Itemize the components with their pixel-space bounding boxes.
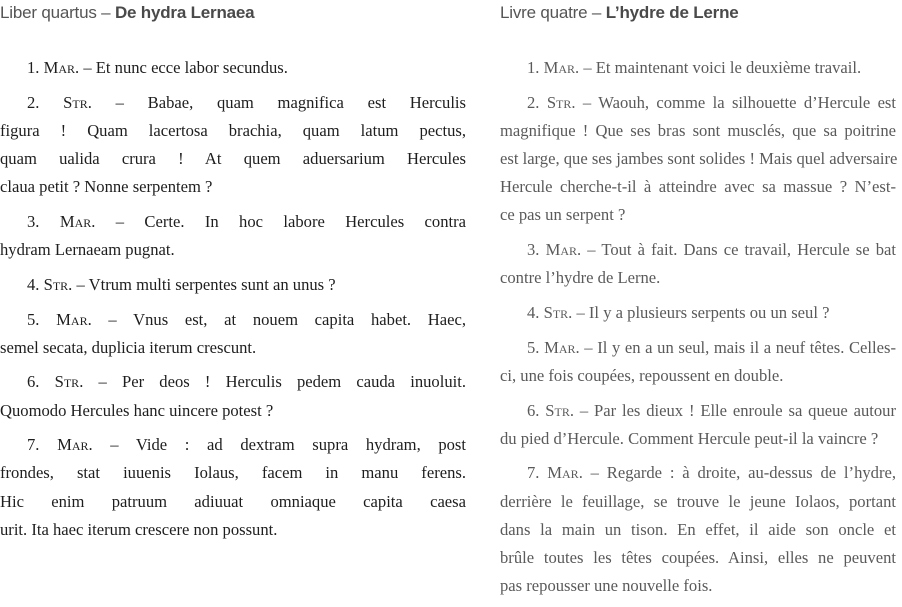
line-text: brûle toutes les têtes coupées. Ainsi, elles ne peuvent [500, 548, 896, 567]
line-text: quam ualida crura ! At quem aduersarium Hercules [0, 149, 466, 169]
speaker-label: Mar. [543, 58, 580, 77]
text-line [500, 201, 896, 229]
dialogue-paragraph [500, 236, 896, 292]
text-line [0, 54, 466, 82]
paragraph-number: 3. [27, 211, 60, 231]
french-heading-title: L’hydre de Lerne [605, 3, 739, 22]
speaker-label: Mar. [43, 58, 80, 77]
text-line [500, 362, 896, 390]
line-text: ce pas un serpent ? [500, 205, 626, 225]
text-line [0, 117, 466, 145]
text-line [0, 89, 466, 117]
text-line [0, 368, 466, 396]
text-line [0, 173, 466, 201]
text-line [0, 397, 466, 425]
speaker-label: Str. [63, 92, 92, 112]
line-text: – Et nunc ecce labor secundus. [79, 58, 288, 77]
text-line [0, 208, 466, 236]
line-text: figura ! Quam lacertosa brachia, quam latum pectus, [0, 120, 466, 140]
line-text: – Per deos ! Herculis pedem cauda inuoluit. [83, 372, 466, 392]
speaker-label: Str. [545, 400, 575, 420]
text-line [500, 173, 896, 201]
latin-heading-title: De hydra Lernaea [114, 3, 255, 22]
line-text: contre l’hydre de Lerne. [500, 268, 661, 288]
line-text: – Tout à fait. Dans ce travail, Hercule se bat [581, 240, 897, 260]
line-text: – Vtrum multi serpentes sunt an unus ? [72, 274, 336, 294]
line-text: Hercule cherche-t-il à atteindre avec sa massue ? N’est- [500, 177, 896, 197]
paragraph-number: 4. [527, 303, 544, 322]
paragraph-number: 2. [27, 92, 64, 112]
paragraph-number: 1. [27, 58, 44, 77]
text-line [500, 264, 896, 292]
french-heading-prefix: Livre quatre – [500, 3, 606, 22]
text-line [500, 236, 896, 264]
line-text: – Babae, quam magnifica est Herculis [91, 92, 466, 112]
line-text: urit. Ita haec iterum crescere non possunt. [0, 519, 278, 539]
dialogue-paragraph [500, 54, 896, 82]
paragraph-number: 4. [27, 274, 44, 294]
line-text: du pied d’Hercule. Comment Hercule peut-il la vaincre ? [500, 428, 879, 448]
text-line [0, 306, 466, 334]
line-text: semel secata, duplicia iterum crescunt. [0, 337, 257, 357]
line-text: – Et maintenant voici le deuxième travail. [579, 58, 862, 77]
dialogue-paragraph [0, 89, 466, 202]
speaker-label: Str. [543, 303, 573, 322]
dialogue-paragraph [0, 271, 466, 299]
speaker-label: Str. [43, 274, 73, 294]
line-text: – Waouh, comme la silhouette d’Hercule est [575, 92, 896, 112]
line-text: – Il y a plusieurs serpents ou un seul ? [572, 303, 830, 322]
dialogue-paragraph [500, 459, 896, 600]
line-text: – Vide : ad dextram supra hydram, post [92, 435, 466, 455]
line-text: Hic enim patruum adiuuat omniaque capita caesa [0, 491, 466, 511]
text-line [0, 145, 466, 173]
line-text: Quomodo Hercules hanc uincere potest ? [0, 400, 274, 420]
text-line [500, 334, 896, 362]
latin-heading-prefix: Liber quartus – [0, 3, 115, 22]
text-line [500, 488, 896, 516]
text-line [0, 459, 466, 487]
speaker-label: Str. [54, 372, 84, 392]
line-text: – Regarde : à droite, au-dessus de l’hydre, [582, 463, 896, 483]
paragraph-number: 6. [27, 372, 55, 392]
text-line [500, 516, 896, 544]
line-text: claua petit ? Nonne serpentem ? [0, 177, 213, 197]
dialogue-paragraph [500, 397, 896, 453]
paragraph-number: 2. [527, 92, 547, 112]
line-text: pas repousser une nouvelle fois. [500, 576, 713, 596]
dialogue-paragraph [500, 334, 896, 390]
latin-body [0, 54, 466, 551]
french-body [500, 54, 896, 607]
text-line [500, 299, 896, 327]
dialogue-paragraph [500, 89, 896, 230]
text-line [500, 572, 896, 600]
text-line [500, 459, 896, 487]
text-line [500, 145, 896, 173]
line-text: dans la main un tison. En effet, il aide son oncle et [500, 519, 896, 539]
speaker-label: Mar. [545, 240, 582, 260]
line-text: – Il y en a un seul, mais il a neuf têtes. Celles- [579, 337, 896, 357]
speaker-label: Mar. [544, 337, 580, 357]
dialogue-paragraph [0, 54, 466, 82]
dialogue-paragraph [0, 306, 466, 362]
line-text: magnifique ! Que ses bras sont musclés, que sa poitrine [500, 120, 896, 140]
text-line [500, 544, 896, 572]
dialogue-paragraph [0, 208, 466, 264]
line-text: ci, une fois coupées, repoussent en double. [500, 365, 784, 385]
line-text: – Par les dieux ! Elle enroule sa queue autour [574, 400, 897, 420]
paragraph-number: 3. [527, 240, 546, 260]
dialogue-paragraph [0, 431, 466, 544]
line-text: frondes, stat iuuenis Iolaus, facem in manu ferens. [0, 463, 466, 483]
line-text: – Certe. In hoc labore Hercules contra [95, 211, 466, 231]
line-text: – Vnus est, at nouem capita habet. Haec, [91, 309, 466, 329]
text-line [500, 425, 896, 453]
line-text: derrière le feuillage, se trouve le jeune Iolaos, portant [500, 491, 896, 511]
dialogue-paragraph [500, 299, 896, 327]
paragraph-number: 6. [527, 400, 546, 420]
text-line [500, 397, 896, 425]
text-line [0, 516, 466, 544]
text-line [0, 488, 466, 516]
french-heading [500, 3, 739, 23]
speaker-label: Mar. [56, 309, 92, 329]
text-line [0, 271, 466, 299]
speaker-label: Str. [546, 92, 576, 112]
line-text: est large, que ses jambes sont solides ! Mais quel adversaire [500, 149, 898, 169]
text-line [500, 54, 896, 82]
paragraph-number: 7. [527, 463, 548, 483]
paragraph-number: 1. [527, 58, 544, 77]
text-line [0, 334, 466, 362]
speaker-label: Mar. [57, 435, 93, 455]
paragraph-number: 5. [527, 337, 545, 357]
paragraph-number: 7. [27, 435, 58, 455]
text-line [0, 431, 466, 459]
line-text: hydram Lernaeam pugnat. [0, 240, 175, 260]
speaker-label: Mar. [547, 463, 583, 483]
text-line [0, 236, 466, 264]
paragraph-number: 5. [27, 309, 57, 329]
latin-heading [0, 3, 254, 23]
speaker-label: Mar. [59, 211, 96, 231]
text-line [500, 89, 896, 117]
dialogue-paragraph [0, 368, 466, 424]
text-line [500, 117, 896, 145]
